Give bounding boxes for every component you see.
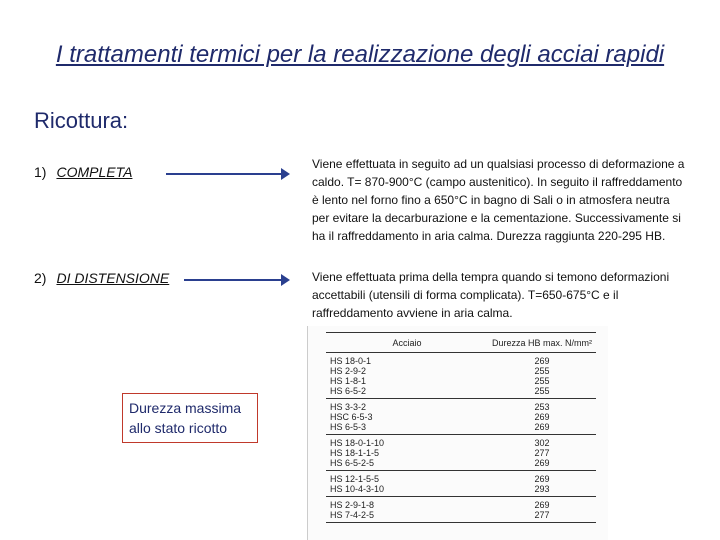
hardness-value: 269 (534, 356, 550, 366)
table-row (326, 510, 596, 523)
item-label: COMPLETA (56, 164, 133, 180)
steel-grade: HS 6-5-2-5 (326, 458, 488, 471)
table-row (326, 471, 596, 485)
description-completa: Viene effettuata in seguito ad un qualsiasi processo di deformazione a caldo. T= 870-900°C (campo austenitico). In seguito il raffreddamento è lento nel forno fino a 650°C in bagno di Sali o in atmosfera neutra per evitare la decarburazione e la cementazione. Successivamente si ha il raffreddamento in aria calma. Durezza raggiunta 220-295 HB. (312, 157, 685, 243)
steel-grade: HS 2-9-1-8 (330, 500, 375, 510)
column-header-hardness: Durezza HB max. N/mm² (488, 334, 596, 353)
steel-grade: HS 6-5-3 (326, 422, 488, 435)
item-number: 1) (34, 164, 47, 180)
steel-grade: HS 3-3-2 (330, 402, 367, 412)
table-row (326, 399, 596, 413)
hardness-value: 255 (488, 386, 596, 399)
steel-grade: HS 12-1-5-5 (330, 474, 380, 484)
arrow-right-icon (166, 173, 288, 175)
hardness-value: 255 (534, 376, 550, 386)
table-row (326, 497, 596, 511)
hardness-value: 269 (534, 412, 550, 422)
steel-grade: HS 7-4-2-5 (326, 510, 488, 523)
table-row (326, 422, 596, 435)
item-distensione (34, 270, 169, 286)
steel-grade: HS 18-0-1 (330, 356, 372, 366)
steel-grade: HS 18-0-1-10 (330, 438, 385, 448)
table-group (326, 497, 596, 523)
table-border (326, 332, 596, 333)
table-group (326, 399, 596, 435)
table-row (326, 386, 596, 399)
steel-grade: HS 2-9-2 (330, 366, 367, 376)
hardness-value: 293 (488, 484, 596, 497)
note-box: Durezza massima allo stato ricotto (122, 393, 258, 443)
hardness-value: 277 (534, 448, 550, 458)
table-row (326, 366, 596, 376)
steel-grade: HS 1-8-1 (330, 376, 367, 386)
table-row (326, 353, 596, 367)
hardness-value: 269 (534, 500, 550, 510)
hardness-value: 277 (488, 510, 596, 523)
item-label: DI DISTENSIONE (56, 270, 170, 286)
column-header-steel: Acciaio (326, 334, 488, 353)
table-group (326, 471, 596, 497)
slide-title: I trattamenti termici per la realizzazione degli acciai rapidi (55, 41, 665, 68)
arrow-right-icon (184, 279, 288, 281)
steel-grade: HS 10-4-3-10 (326, 484, 488, 497)
table-row (326, 412, 596, 422)
steel-grade: HS 18-1-1-5 (330, 448, 380, 458)
steel-grade: HS 6-5-2 (326, 386, 488, 399)
table-group (326, 435, 596, 471)
hardness-value: 253 (534, 402, 550, 412)
hardness-value: 302 (534, 438, 550, 448)
item-completa (34, 164, 132, 180)
table-row (326, 448, 596, 458)
table-row (326, 376, 596, 386)
table-row (326, 484, 596, 497)
hardness-value: 269 (534, 474, 550, 484)
table-row (326, 435, 596, 449)
hardness-table (326, 334, 596, 523)
hardness-value: 269 (488, 458, 596, 471)
hardness-value: 269 (488, 422, 596, 435)
table-group (326, 353, 596, 399)
item-number: 2) (34, 270, 47, 286)
section-heading: Ricottura: (34, 108, 129, 133)
hardness-table-image (307, 326, 608, 540)
table-row (326, 458, 596, 471)
description-distensione: Viene effettuata prima della tempra quando si temono deformazioni accettabili (utensili di forma complicata). T=650-675°C e il raffreddamento avviene in aria calma. (312, 270, 670, 320)
steel-grade: HSC 6-5-3 (330, 412, 373, 422)
hardness-value: 255 (534, 366, 550, 376)
